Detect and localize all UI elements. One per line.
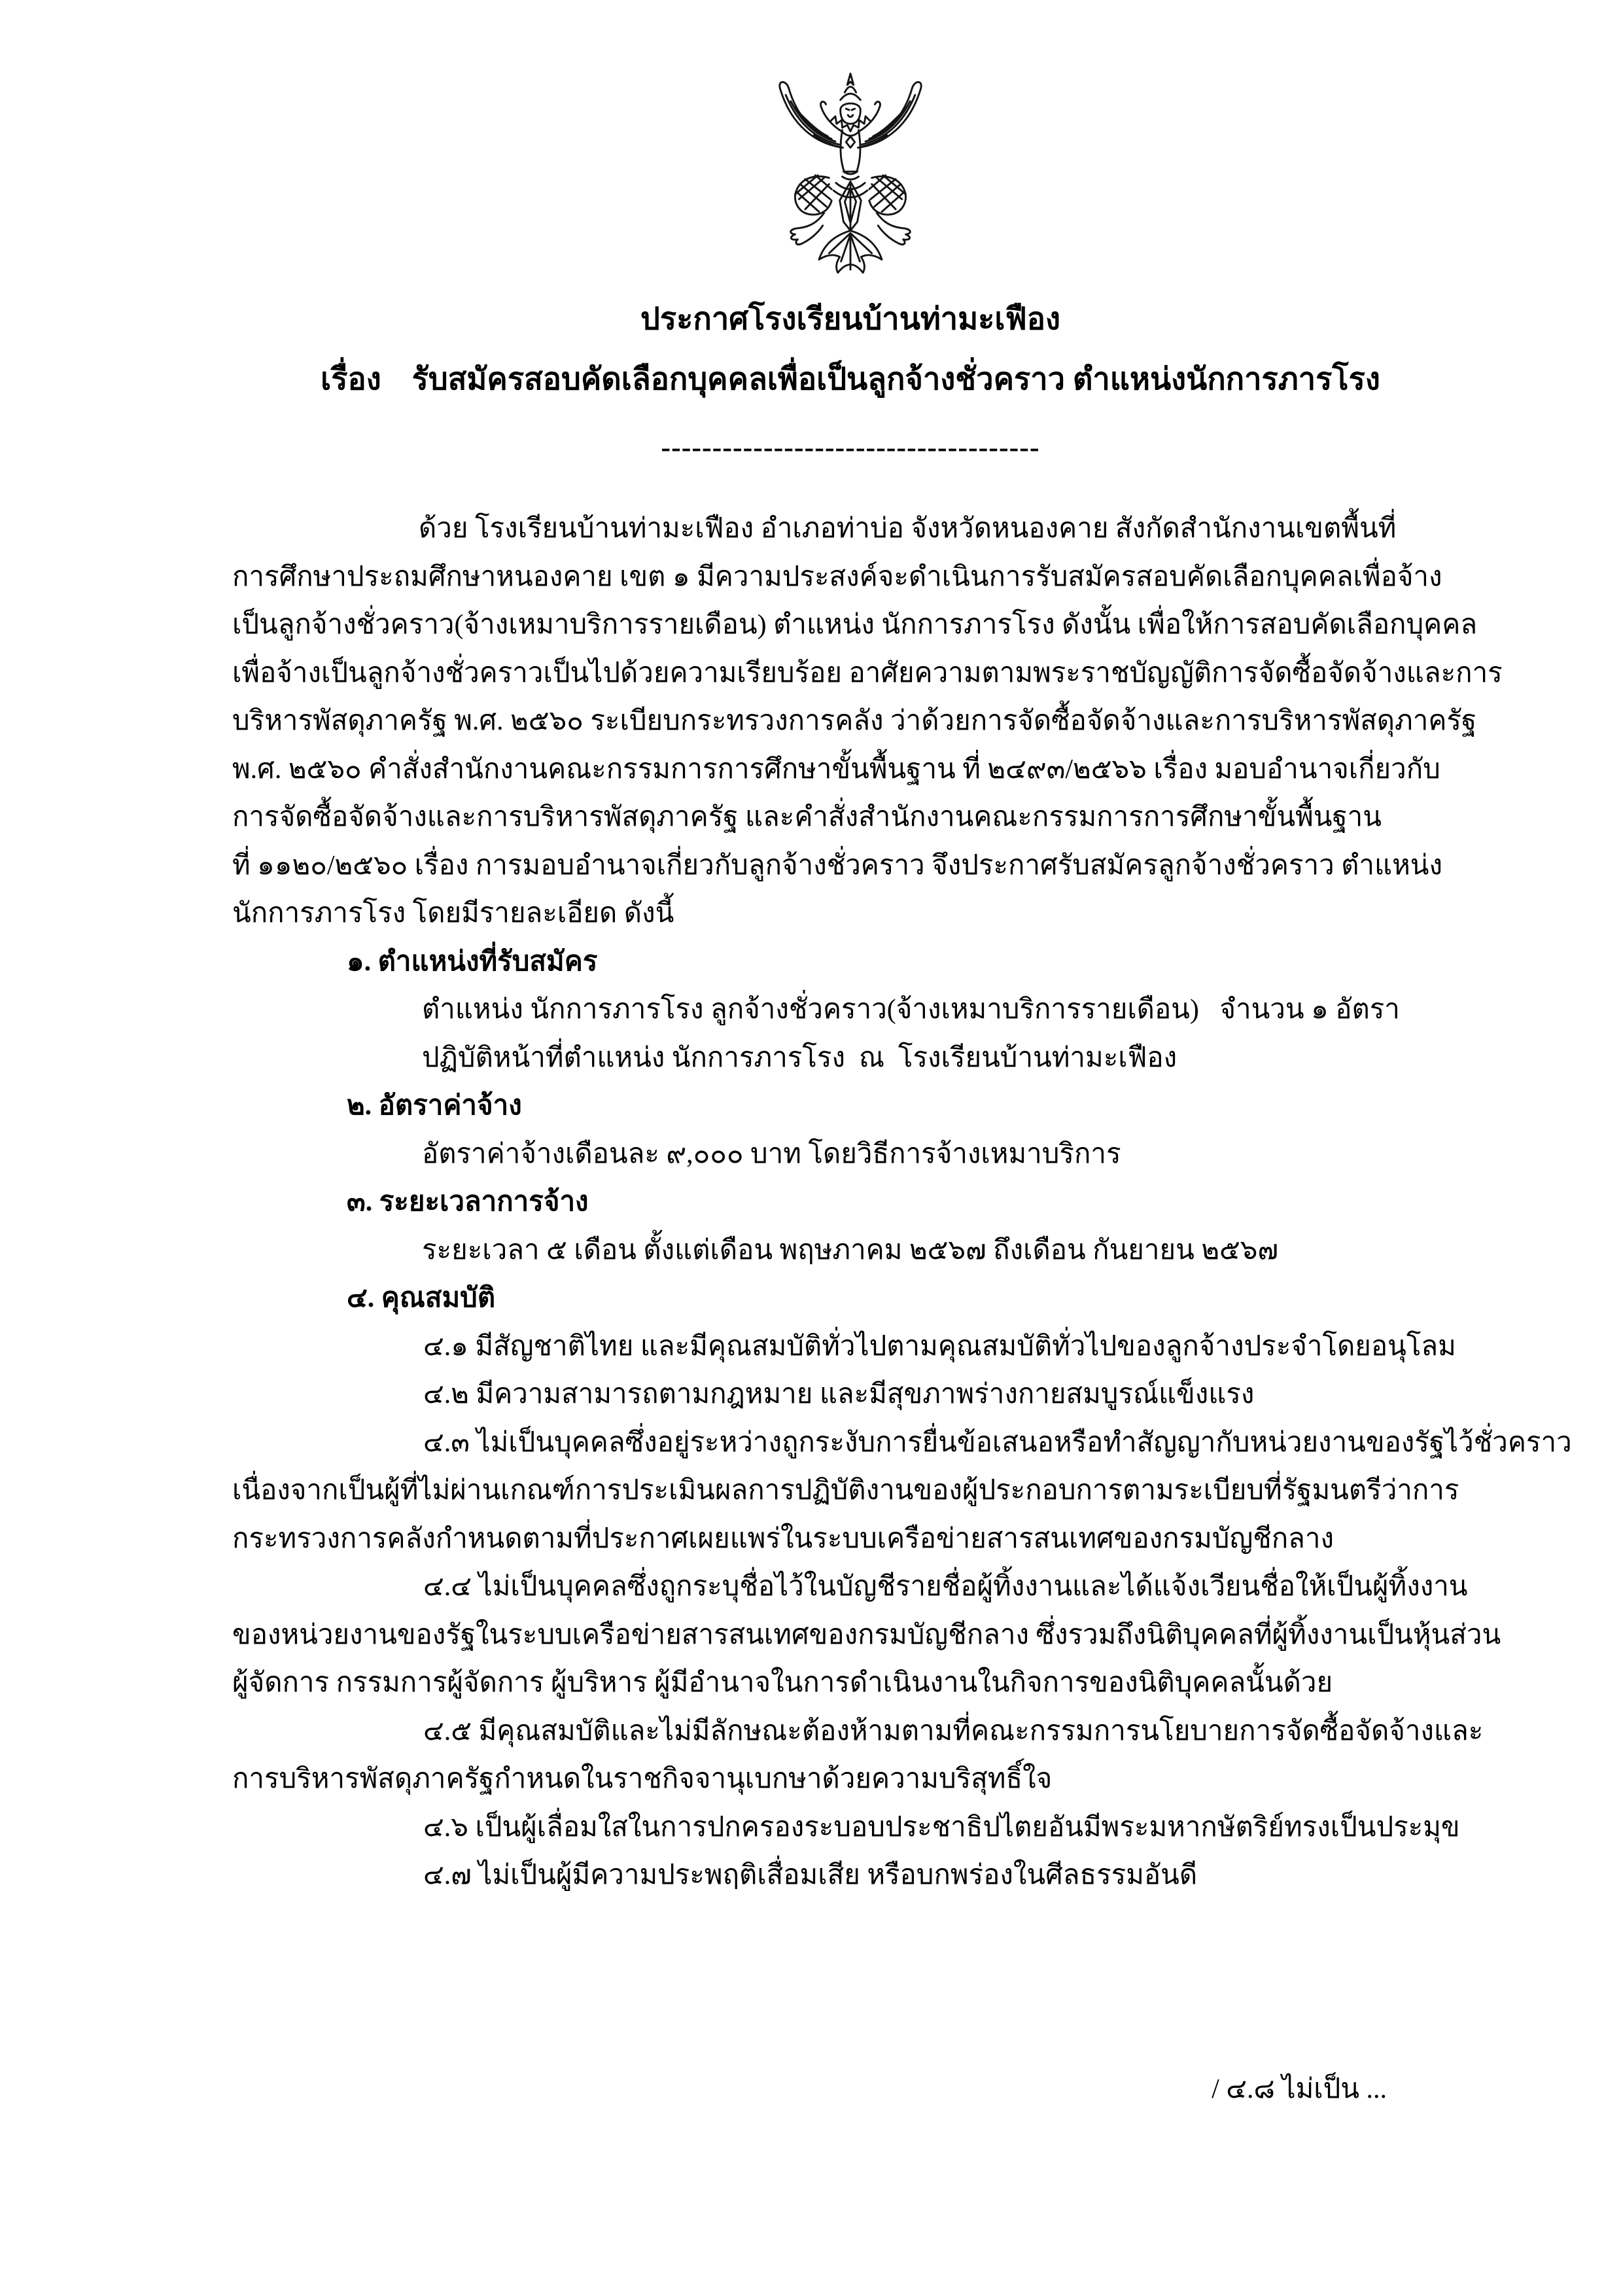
intro-line-6: พ.ศ. ๒๕๖๐ คำสั่งสำนักงานคณะกรรมการการศึกษาขั้นพื้นฐาน ที่ ๒๔๙๓/๒๕๖๖ เรื่อง มอบอำนาจเกี่ยวกับ [232,754,1440,785]
qualification-4-1: ๔.๑ มีสัญชาติไทย และมีคุณสมบัติทั่วไปตามคุณสมบัติทั่วไปของลูกจ้างประจำโดยอนุโลม [423,1331,1456,1362]
continuation-note: / ๔.๘ ไม่เป็น ... [1212,2074,1387,2104]
document-body [232,505,1572,1900]
qualification-4-2: ๔.๒ มีความสามารถตามกฎหมาย และมีสุขภาพร่างกายสมบูรณ์แข็งแรง [423,1379,1255,1409]
section-2-line-1: อัตราค่าจ้างเดือนละ ๙,๐๐๐ บาท โดยวิธีการจ้างเหมาบริการ [422,1139,1121,1169]
document-subject: เรื่อง รับสมัครสอบคัดเลือกบุคคลเพื่อเป็นลูกจ้างชั่วคราว ตำแหน่งนักการภารโรง [321,362,1380,397]
section-2-heading: ๒. อัตราค่าจ้าง [347,1091,522,1121]
qualification-4-4-cont-2: ผู้จัดการ กรรมการผู้จัดการ ผู้บริหาร ผู้มีอำนาจในการดำเนินงานในกิจการของนิติบุคคลนั้นด้วย [232,1668,1333,1698]
qualification-4-6: ๔.๖ เป็นผู้เลื่อมใสในการปกครองระบอบประชาธิปไตยอันมีพระมหากษัตริย์ทรงเป็นประมุข [423,1812,1460,1843]
intro-line-2: การศึกษาประถมศึกษาหนองคาย เขต ๑ มีความประสงค์จะดำเนินการรับสมัครสอบคัดเลือกบุคคลเพื่อจ้าง [232,561,1442,592]
garuda-emblem-icon [232,0,1469,285]
qualification-4-3-cont-2: กระทรวงการคลังกำหนดตามที่ประกาศเผยแพร่ในระบบเครือข่ายสารสนเทศของกรมบัญชีกลาง [232,1523,1334,1554]
qualification-4-5-cont-1: การบริหารพัสดุภาครัฐกำหนดในราชกิจจานุเบกษาด้วยความบริสุทธิ์ใจ [232,1764,1053,1794]
intro-line-3: เป็นลูกจ้างชั่วคราว(จ้างเหมาบริการรายเดือน) ตำแหน่ง นักการภารโรง ดังนั้น เพื่อให้การสอบคัดเลือกบุคคล [232,610,1478,640]
qualification-4-4: ๔.๔ ไม่เป็นบุคคลซึ่งถูกระบุชื่อไว้ในบัญชีรายชื่อผู้ทิ้งงานและได้แจ้งเวียนชื่อให้เป็นผู้ทิ้งงาน [423,1572,1468,1602]
intro-line-4: เพื่อจ้างเป็นลูกจ้างชั่วคราวเป็นไปด้วยความเรียบร้อย อาศัยความตามพระราชบัญญัติการจัดซื้อจัดจ้างและการ [232,658,1503,688]
section-4-heading: ๔. คุณสมบัติ [347,1283,496,1313]
separator-dashes: ------------------------------------- [661,431,1040,463]
section-3-heading: ๓. ระยะเวลาการจ้าง [347,1187,589,1217]
intro-line-7: การจัดซื้อจัดจ้างและการบริหารพัสดุภาครัฐ และคำสั่งสำนักงานคณะกรรมการการศึกษาขั้นพื้นฐาน [232,802,1382,832]
intro-line-9: นักการภารโรง โดยมีรายละเอียด ดังนี้ [232,898,674,928]
garuda-emblem-svg [756,68,945,281]
qualification-4-3: ๔.๓ ไม่เป็นบุคคลซึ่งอยู่ระหว่างถูกระงับการยื่นข้อเสนอหรือทำสัญญากับหน่วยงานของรัฐไว้ชั่วคราว [423,1427,1572,1458]
section-1-heading: ๑. ตำแหน่งที่รับสมัคร [347,946,598,977]
intro-line-8: ที่ ๑๑๒๐/๒๕๖๐ เรื่อง การมอบอำนาจเกี่ยวกับลูกจ้างชั่วคราว จึงประกาศรับสมัครลูกจ้างชั่วคราว ตำแหน่ง [232,850,1442,881]
qualification-4-4-cont-1: ของหน่วยงานของรัฐในระบบเครือข่ายสารสนเทศของกรมบัญชีกลาง ซึ่งรวมถึงนิติบุคคลที่ผู้ทิ้งงานเป็นหุ้นส่วน [232,1619,1501,1650]
section-1-line-1: ตำแหน่ง นักการภารโรง ลูกจ้างชั่วคราว(จ้างเหมาบริการรายเดือน) จำนวน ๑ อัตรา [422,995,1400,1025]
intro-line-5: บริหารพัสดุภาครัฐ พ.ศ. ๒๕๖๐ ระเบียบกระทรวงการคลัง ว่าด้วยการจัดซื้อจัดจ้างและการบริหารพัสดุภาครัฐ [232,706,1477,736]
document-title: ประกาศโรงเรียนบ้านท่ามะเฟือง [640,302,1060,336]
qualification-4-5: ๔.๕ มีคุณสมบัติและไม่มีลักษณะต้องห้ามตามที่คณะกรรมการนโยบายการจัดซื้อจัดจ้างและ [423,1716,1484,1746]
qualification-4-7: ๔.๗ ไม่เป็นผู้มีความประพฤติเสื่อมเสีย หรือบกพร่องในศีลธรรมอันดี [423,1860,1198,1890]
intro-line-1: ด้วย โรงเรียนบ้านท่ามะเฟือง อำเภอท่าบ่อ จังหวัดหนองคาย สังกัดสำนักงานเขตพื้นที่ [419,514,1397,544]
qualification-4-3-cont-1: เนื่องจากเป็นผู้ที่ไม่ผ่านเกณฑ์การประเมินผลการปฏิบัติงานของผู้ประกอบการตามระเบียบที่รัฐมนตรีว่าการ [232,1475,1459,1506]
section-3-line-1: ระยะเวลา ๕ เดือน ตั้งแต่เดือน พฤษภาคม ๒๕๖๗ ถึงเดือน กันยายน ๒๕๖๗ [422,1235,1279,1265]
section-1-line-2: ปฏิบัติหน้าที่ตำแหน่ง นักการภารโรง ณ โรงเรียนบ้านท่ามะเฟือง [422,1042,1178,1073]
